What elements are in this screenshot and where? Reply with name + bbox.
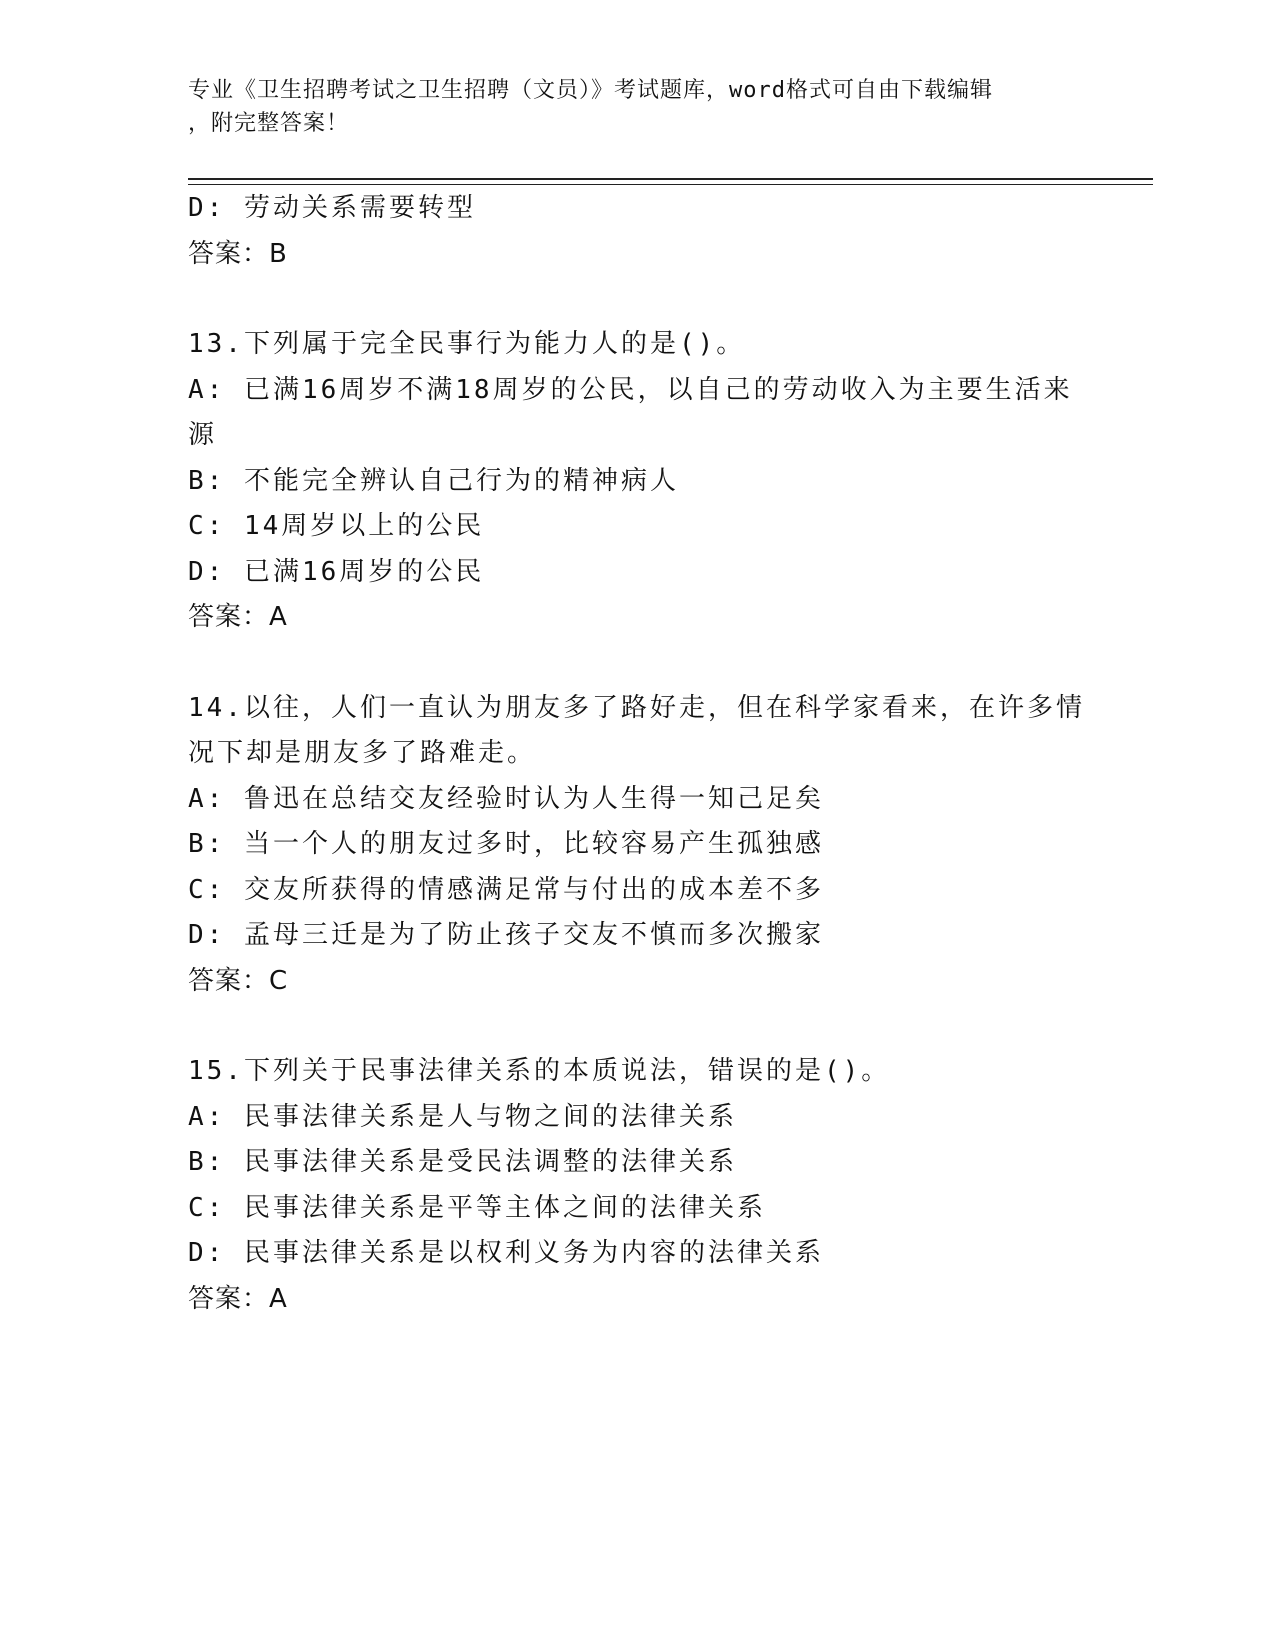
answer-line: 答案：A — [188, 602, 288, 632]
question-13 — [188, 322, 1088, 641]
question-14 — [188, 686, 1088, 1005]
question-stem: 14.以往，人们一直认为朋友多了路好走，但在科学家看来，在许多情 — [188, 692, 1085, 723]
header-line-2: ，附完整答案！ — [188, 111, 350, 136]
question-stem: 15.下列关于民事法律关系的本质说法，错误的是()。 — [188, 1056, 891, 1086]
question-15 — [188, 1049, 1088, 1322]
option-b: B: 当一个人的朋友过多时，比较容易产生孤独感 — [188, 829, 824, 859]
page-header — [188, 74, 1068, 140]
question-stem: 13.下列属于完全民事行为能力人的是()。 — [188, 329, 746, 359]
option-b: B: 民事法律关系是受民法调整的法律关系 — [188, 1147, 737, 1177]
header-line-1: 专业《卫生招聘考试之卫生招聘（文员）》考试题库，word格式可自由下载编辑 — [188, 78, 993, 103]
option-a-continued: 源 — [188, 420, 218, 450]
question-stem-continued: 况下却是朋友多了路难走。 — [188, 738, 537, 768]
option-d: D: 已满16周岁的公民 — [188, 556, 485, 587]
option-c: C: 交友所获得的情感满足常与付出的成本差不多 — [188, 874, 824, 905]
option-b: B: 不能完全辨认自己行为的精神病人 — [188, 465, 679, 496]
option-c: C: 民事法律关系是平等主体之间的法律关系 — [188, 1192, 766, 1223]
header-divider-thick — [188, 178, 1153, 180]
previous-question-tail — [188, 186, 1088, 277]
answer-line: 答案：A — [188, 1283, 288, 1314]
answer-line: 答案：B — [188, 238, 288, 269]
option-a: A: 鲁迅在总结交友经验时认为人生得一知己足矣 — [188, 783, 824, 814]
header-divider-thin — [188, 184, 1153, 185]
option-a: A: 民事法律关系是人与物之间的法律关系 — [188, 1101, 737, 1132]
question-content — [188, 186, 1088, 1322]
option-c: C: 14周岁以上的公民 — [188, 511, 485, 541]
option-d: D: 民事法律关系是以权利义务为内容的法律关系 — [188, 1238, 824, 1268]
option-d: D: 劳动关系需要转型 — [188, 193, 476, 223]
option-a: A: 已满16周岁不满18周岁的公民，以自己的劳动收入为主要生活来 — [188, 374, 1073, 405]
answer-line: 答案：C — [188, 965, 289, 996]
option-d: D: 孟母三迁是为了防止孩子交友不慎而多次搬家 — [188, 920, 824, 950]
